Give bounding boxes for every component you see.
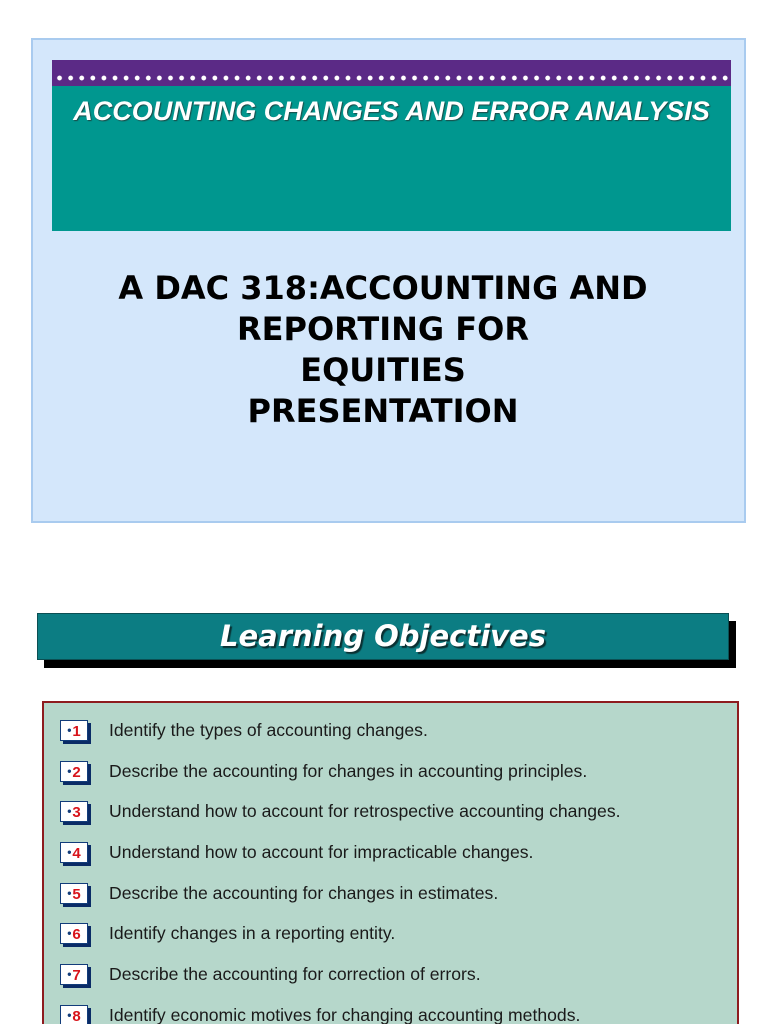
badge-number: 1 [72,723,81,740]
course-subtitle [73,268,693,432]
subtitle-line: PRESENTATION [247,392,519,430]
objective-number-badge: •3 [60,801,90,823]
list-item [60,999,621,1024]
objective-number-badge: •5 [60,883,90,905]
subtitle-line: EQUITIES [300,351,466,389]
list-item [60,877,621,918]
objective-number-badge: •6 [60,923,90,945]
objective-text: Understand how to account for impracticable changes. [109,842,534,863]
objective-text: Understand how to account for retrospective accounting changes. [109,801,621,822]
dotted-decoration-bar [52,60,731,86]
badge-number: 2 [72,763,81,781]
badge-number: 4 [72,845,81,863]
objective-number-badge: •1 [60,720,90,742]
objective-number-badge: •4 [60,842,90,864]
subtitle-line: REPORTING FOR [237,310,529,348]
objective-text: Describe the accounting for changes in estimates. [109,882,499,903]
objective-number-badge: •7 [60,964,90,986]
title-slide [31,38,746,523]
objectives-list [60,714,621,1024]
objective-text: Identify the types of accounting changes. [109,720,428,740]
objective-number-badge: •8 [60,1005,90,1024]
objective-text: Identify economic motives for changing accounting methods. [109,1004,581,1024]
subtitle-line: A DAC 318:ACCOUNTING AND [118,269,648,307]
title-band [52,86,731,231]
badge-number: 7 [72,967,81,985]
objective-text: Identify changes in a reporting entity. [109,923,396,944]
badge-number: 3 [72,804,81,822]
list-item [60,714,621,755]
objective-number-badge: •2 [60,761,90,783]
list-item [60,836,621,877]
header-label: Learning Objectives [220,619,546,653]
badge-number: 6 [72,926,81,944]
list-item [60,917,621,958]
learning-objectives-header [37,613,729,660]
badge-number: 8 [72,1007,81,1024]
list-item [60,755,621,796]
objectives-panel [42,701,739,1024]
objective-text: Describe the accounting for correction of errors. [109,964,481,985]
slide-title: ACCOUNTING CHANGES AND ERROR ANALYSIS [73,96,710,126]
objective-text: Describe the accounting for changes in accounting principles. [109,760,588,781]
badge-number: 5 [72,885,81,903]
list-item [60,958,621,999]
list-item [60,795,621,836]
